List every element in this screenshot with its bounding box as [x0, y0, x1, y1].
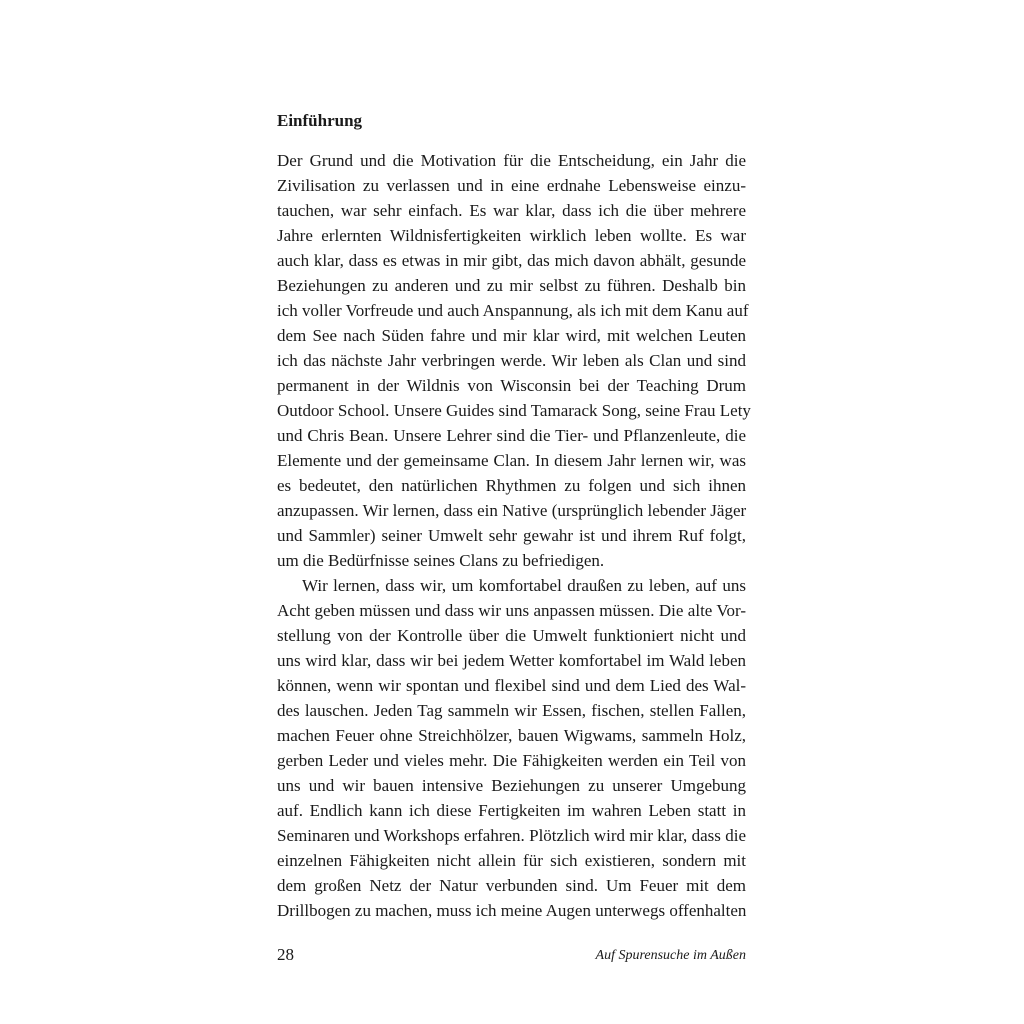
text-line: Elemente und der gemeinsame Clan. In diesem Jahr lernen wir, was — [277, 451, 746, 470]
text-line: uns und wir bauen intensive Beziehungen zu unserer Umgebung — [277, 776, 746, 795]
page-number: 28 — [277, 945, 294, 964]
text-line: ich das nächste Jahr verbringen werde. Wir leben als Clan und sind — [277, 351, 746, 370]
text-line: dem See nach Süden fahre und mir klar wird, mit welchen Leuten — [277, 326, 746, 345]
text-line: anzupassen. Wir lernen, dass ein Native (ursprünglich lebender Jäger — [277, 501, 747, 520]
text-line: einzelnen Fähigkeiten nicht allein für sich existieren, sondern mit — [277, 851, 746, 870]
text-line: und Sammler) seiner Umwelt sehr gewahr ist und ihrem Ruf folgt, — [277, 526, 746, 545]
text-line: gerben Leder und vieles mehr. Die Fähigkeiten werden ein Teil von — [277, 751, 746, 770]
text-line: machen Feuer ohne Streichhölzer, bauen Wigwams, sammeln Holz, — [277, 726, 746, 745]
text-line: Jahre erlernten Wildnisfertigkeiten wirklich leben wollte. Es war — [277, 226, 746, 245]
text-line: Zivilisation zu verlassen und in eine erdnahe Lebensweise einzu- — [277, 176, 746, 195]
text-line: auf. Endlich kann ich diese Fertigkeiten im wahren Leben statt in — [277, 801, 746, 820]
text-line: Outdoor School. Unsere Guides sind Tamarack Song, seine Frau Lety — [277, 401, 751, 420]
text-line: Beziehungen zu anderen und zu mir selbst zu führen. Deshalb bin — [277, 276, 746, 295]
running-footer: Auf Spurensuche im Außen — [595, 948, 746, 963]
text-line: permanent in der Wildnis von Wisconsin bei der Teaching Drum — [277, 376, 746, 395]
section-heading: Einführung — [277, 111, 363, 130]
text-line: Wir lernen, dass wir, um komfortabel draußen zu leben, auf uns — [302, 576, 746, 595]
text-line: des lauschen. Jeden Tag sammeln wir Essen, fischen, stellen Fallen, — [277, 701, 746, 720]
text-line: können, wenn wir spontan und flexibel sind und dem Lied des Wal- — [277, 676, 746, 695]
text-line: auch klar, dass es etwas in mir gibt, das mich davon abhält, gesunde — [277, 251, 746, 270]
text-line: uns wird klar, dass wir bei jedem Wetter komfortabel im Wald leben — [277, 651, 746, 670]
text-line: stellung von der Kontrolle über die Umwelt funktioniert nicht und — [277, 626, 746, 645]
text-line: und Chris Bean. Unsere Lehrer sind die Tier- und Pflanzenleute, die — [277, 426, 746, 445]
text-line: dem großen Netz der Natur verbunden sind. Um Feuer mit dem — [277, 876, 746, 895]
text-line: tauchen, war sehr einfach. Es war klar, dass ich die über mehrere — [277, 201, 746, 220]
text-line: Der Grund und die Motivation für die Entscheidung, ein Jahr die — [277, 151, 746, 170]
text-line: Seminaren und Workshops erfahren. Plötzlich wird mir klar, dass die — [277, 826, 746, 845]
text-line: Drillbogen zu machen, muss ich meine Augen unterwegs offenhalten — [277, 901, 747, 920]
text-line: um die Bedürfnisse seines Clans zu befriedigen. — [277, 551, 605, 570]
text-line: Acht geben müssen und dass wir uns anpassen müssen. Die alte Vor- — [277, 601, 746, 620]
text-line: ich voller Vorfreude und auch Anspannung, als ich mit dem Kanu auf — [277, 301, 749, 320]
text-line: es bedeutet, den natürlichen Rhythmen zu folgen und sich ihnen — [277, 476, 746, 495]
